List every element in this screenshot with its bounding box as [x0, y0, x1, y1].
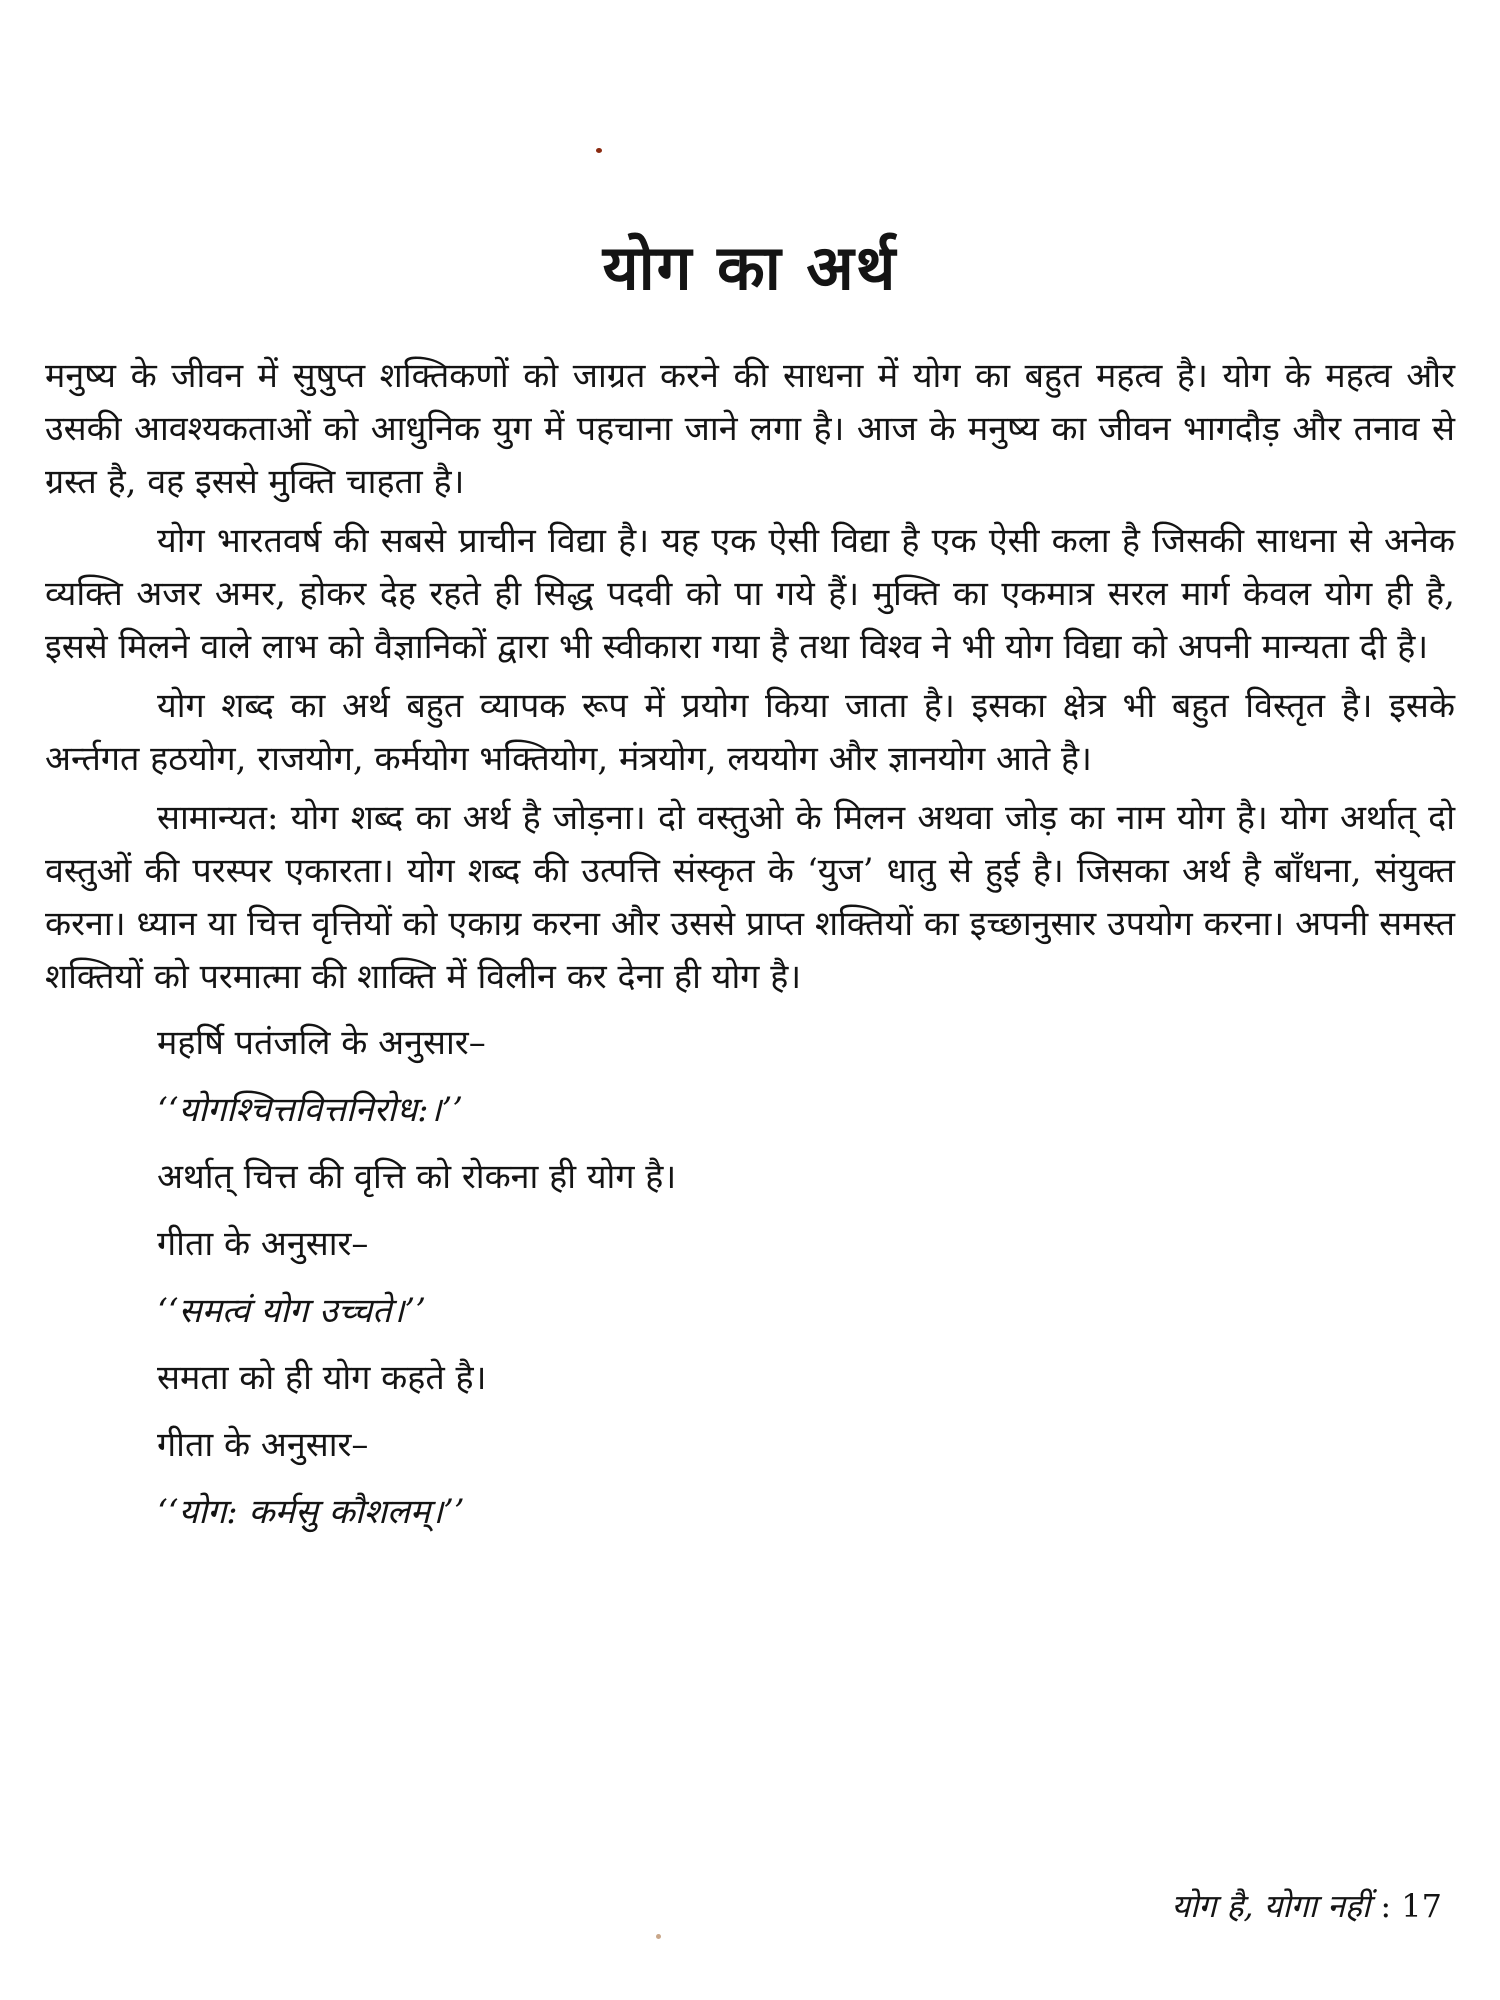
- attribution-gita: गीता के अनुसार–: [157, 1224, 369, 1264]
- sanskrit-quote: ‘‘योगश्चित्तवित्तनिरोध:।’’: [157, 1090, 464, 1130]
- attribution-gita: गीता के अनुसार–: [157, 1425, 369, 1465]
- paragraph-1: मनुष्य के जीवन में सुषुप्त शक्तिकणों को जाग्रत करने की साधना में योग का बहुत महत्व है। योग के महत्व और उसकी आवश्यकताओं को आधुनिक युग में पहचाना जाने लगा है। आज के मनुष्य का जीवन भागदौड़ और तनाव से ग्रस्त है, वह इससे मुक्ति चाहता है।: [45, 356, 1455, 502]
- running-book-title: योग है, योगा नहीं: [1171, 1887, 1371, 1925]
- paragraph-3: योग शब्द का अर्थ बहुत व्यापक रूप में प्रयोग किया जाता है। इसका क्षेत्र भी बहुत विस्तृत है। इसके अर्न्तगत हठयोग, राजयोग, कर्मयोग भक्तियोग, मंत्रयोग, लययोग और ज्ञानयोग आते है।: [45, 686, 1455, 779]
- page-number: 17: [1401, 1887, 1442, 1925]
- ink-speck: [656, 1934, 661, 1939]
- chapter-body: [45, 350, 1455, 1546]
- sanskrit-quote: ‘‘समत्वं योग उच्चते।’’: [157, 1291, 427, 1331]
- chapter-title: योग का अर्थ: [602, 231, 898, 304]
- paragraph-4: सामान्यत: योग शब्द का अर्थ है जोड़ना। दो वस्तुओ के मिलन अथवा जोड़ का नाम योग है। योग अर्थात् दो वस्तुओं की परस्पर एकारता। योग शब्द की उत्पत्ति संस्कृत के ‘युज’ धातु से हुई है। जिसका अर्थ है बाँधना, संयुक्त करना। ध्यान या चित्त वृत्तियों को एकाग्र करना और उससे प्राप्त शक्तियों का इच्छानुसार उपयोग करना। अपनी समस्त शक्तियों को परमात्मा की शाक्ति में विलीन कर देना ही योग है।: [45, 798, 1455, 997]
- paragraph-2: योग भारतवर्ष की सबसे प्राचीन विद्या है। यह एक ऐसी विद्या है एक ऐसी कला है जिसकी साधना से अनेक व्यक्ति अजर अमर, होकर देह रहते ही सिद्ध पदवी को पा गये हैं। मुक्ति का एकमात्र सरल मार्ग केवल योग ही है, इससे मिलने वाले लाभ को वैज्ञानिकों द्वारा भी स्वीकारा गया है तथा विश्व ने भी योग विद्या को अपनी मान्यता दी है।: [45, 521, 1455, 667]
- ink-speck: [596, 148, 602, 153]
- quote-meaning: अर्थात् चित्त की वृत्ति को रोकना ही योग है।: [157, 1157, 677, 1197]
- attribution-patanjali: महर्षि पतंजलि के अनुसार–: [157, 1023, 486, 1063]
- sanskrit-quote: ‘‘योग: कर्मसु कौशलम्।’’: [157, 1492, 465, 1532]
- page-footer: [1171, 1886, 1442, 1926]
- footer-separator: :: [1370, 1887, 1402, 1925]
- quote-meaning: समता को ही योग कहते है।: [157, 1358, 487, 1398]
- quotations-block: [45, 1010, 1455, 1546]
